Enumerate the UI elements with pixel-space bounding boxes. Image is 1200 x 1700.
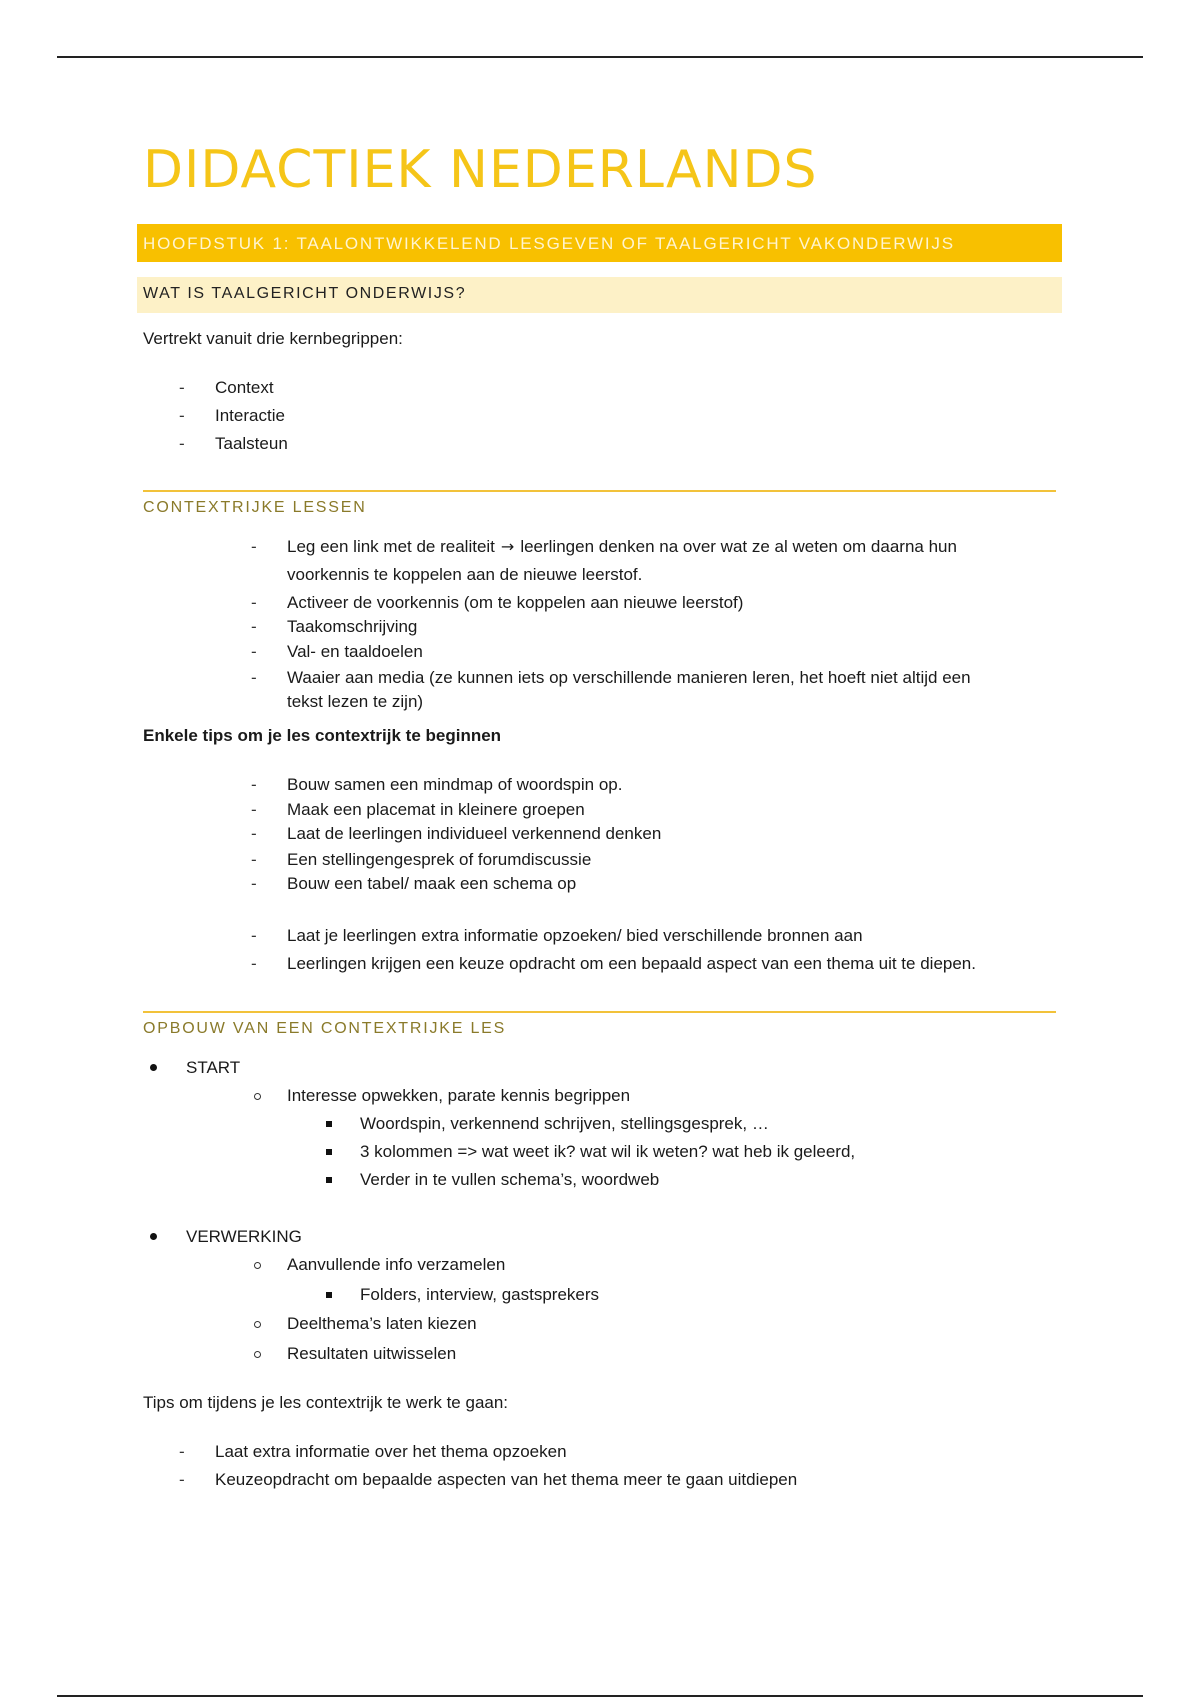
bullet-icon xyxy=(150,1233,157,1240)
list-item: Deelthema’s laten kiezen xyxy=(287,1314,477,1333)
arrow-right-icon: → xyxy=(500,537,515,556)
list-item-continuation: voorkennis te koppelen aan de nieuwe leerstof. xyxy=(287,565,643,584)
circle-bullet-icon xyxy=(254,1321,261,1328)
list-item: Folders, interview, gastsprekers xyxy=(360,1285,600,1304)
list-item: Taalsteun xyxy=(215,434,288,453)
list-item-text: Leg een link met de realiteit xyxy=(287,537,495,556)
tips-intro: Tips om tijdens je les contextrijk te werk te gaan: xyxy=(143,1393,509,1412)
list-item: Activeer de voorkennis (om te koppelen aan nieuwe leerstof) xyxy=(287,593,744,612)
list-dash: - xyxy=(179,434,185,453)
list-item: Aanvullende info verzamelen xyxy=(287,1255,506,1274)
list-dash: - xyxy=(179,1442,185,1461)
list-item: Woordspin, verkennend schrijven, stellingsgesprek, … xyxy=(360,1114,769,1133)
list-dash: - xyxy=(251,775,257,794)
list-dash: - xyxy=(251,593,257,612)
subheading-opbouw: OPBOUW VAN EEN CONTEXTRIJKE LES xyxy=(143,1020,507,1037)
list-item-verwerking: VERWERKING xyxy=(186,1227,302,1246)
list-item: Laat de leerlingen individueel verkennend denken xyxy=(287,824,662,843)
circle-bullet-icon xyxy=(254,1351,261,1358)
list-item: Verder in te vullen schema’s, woordweb xyxy=(360,1170,660,1189)
list-item: Keuzeopdracht om bepaalde aspecten van het thema meer te gaan uitdiepen xyxy=(215,1470,798,1489)
list-item: Val- en taaldoelen xyxy=(287,642,423,661)
list-dash: - xyxy=(251,874,257,893)
circle-bullet-icon xyxy=(254,1262,261,1269)
list-dash: - xyxy=(251,954,257,973)
list-dash: - xyxy=(179,406,185,425)
list-dash: - xyxy=(251,850,257,869)
list-dash: - xyxy=(251,824,257,843)
square-bullet-icon xyxy=(326,1177,332,1183)
list-dash: - xyxy=(251,642,257,661)
list-item: 3 kolommen => wat weet ik? wat wil ik weten? wat heb ik geleerd, xyxy=(360,1142,856,1161)
chapter-heading: HOOFDSTUK 1: TAALONTWIKKELEND LESGEVEN OF TAALGERICHT VAKONDERWIJS xyxy=(143,234,955,253)
list-item: Bouw een tabel/ maak een schema op xyxy=(287,874,577,893)
list-item: Bouw samen een mindmap of woordspin op. xyxy=(287,775,623,794)
subheading-rule xyxy=(143,490,1056,492)
intro-paragraph: Vertrekt vanuit drie kernbegrippen: xyxy=(143,329,403,348)
list-dash: - xyxy=(251,668,257,687)
circle-bullet-icon xyxy=(254,1093,261,1100)
list-dash: - xyxy=(251,800,257,819)
bullet-icon xyxy=(150,1064,157,1071)
section-heading: WAT IS TAALGERICHT ONDERWIJS? xyxy=(143,285,467,302)
square-bullet-icon xyxy=(326,1292,332,1298)
square-bullet-icon xyxy=(326,1121,332,1127)
list-item: Interactie xyxy=(215,406,285,425)
list-item: Resultaten uitwisselen xyxy=(287,1344,457,1363)
list-item: Laat extra informatie over het thema opzoeken xyxy=(215,1442,567,1461)
list-item: Context xyxy=(215,378,274,397)
list-item xyxy=(287,533,957,561)
list-item-start: START xyxy=(186,1058,241,1077)
list-dash: - xyxy=(179,378,185,397)
list-item: Een stellingengesprek of forumdiscussie xyxy=(287,850,592,869)
list-item-text: leerlingen denken na over wat ze al weten om daarna hun xyxy=(520,537,957,556)
list-dash: - xyxy=(251,617,257,636)
document-title: DIDACTIEK NEDERLANDS xyxy=(143,140,818,200)
tips-heading: Enkele tips om je les contextrijk te beginnen xyxy=(143,726,502,745)
list-dash: - xyxy=(251,537,257,556)
list-item: Taakomschrijving xyxy=(287,617,418,636)
list-item: Leerlingen krijgen een keuze opdracht om een bepaald aspect van een thema uit te diepen. xyxy=(287,954,976,973)
list-item: Waaier aan media (ze kunnen iets op verschillende manieren leren, het hoeft niet altijd een xyxy=(287,668,971,687)
list-item: Interesse opwekken, parate kennis begrippen xyxy=(287,1086,631,1105)
list-item: Maak een placemat in kleinere groepen xyxy=(287,800,585,819)
page-bottom-rule xyxy=(57,1695,1143,1697)
page-top-rule xyxy=(57,56,1143,58)
list-item-continuation: tekst lezen te zijn) xyxy=(287,692,424,711)
list-item: Laat je leerlingen extra informatie opzoeken/ bied verschillende bronnen aan xyxy=(287,926,863,945)
subheading-rule xyxy=(143,1011,1056,1013)
list-dash: - xyxy=(179,1470,185,1489)
list-dash: - xyxy=(251,926,257,945)
subheading-contextrijke-lessen: CONTEXTRIJKE LESSEN xyxy=(143,499,367,516)
square-bullet-icon xyxy=(326,1149,332,1155)
